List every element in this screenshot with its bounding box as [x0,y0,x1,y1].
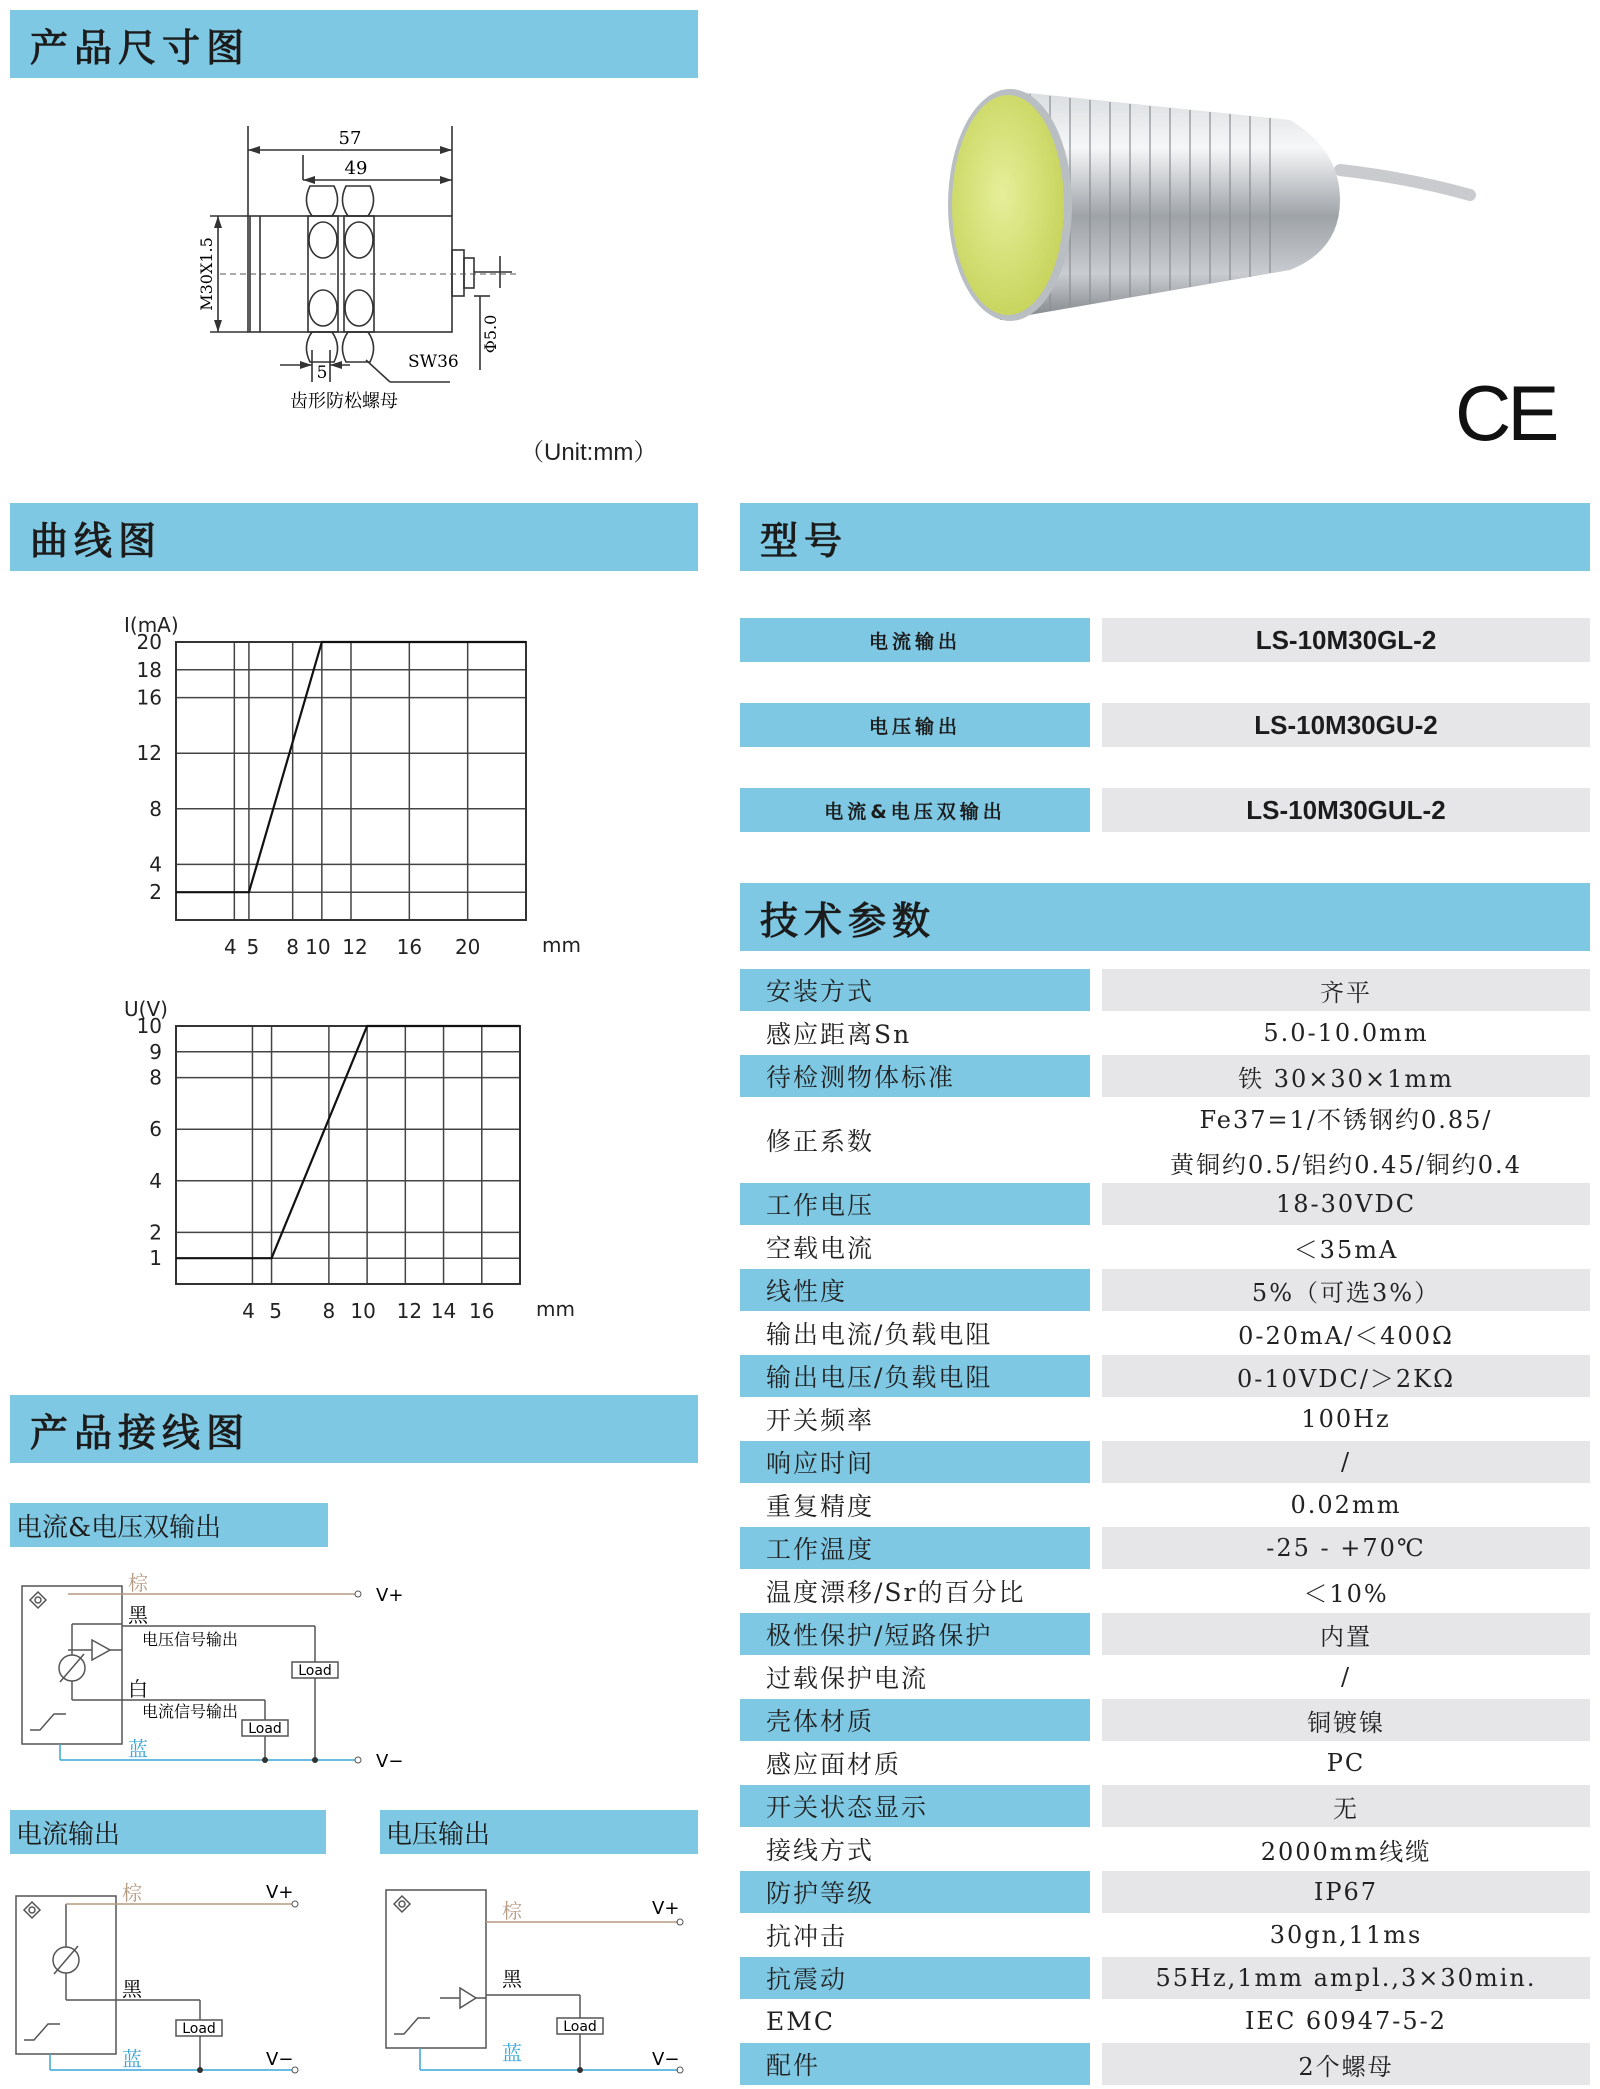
x-tick-label: 8 [286,935,300,959]
spec-value [1102,1098,1590,1182]
spec-value [1102,1269,1590,1311]
spec-value [1102,1742,1590,1784]
section-header-wiring: 产品接线图 [10,1395,698,1463]
spec-label: 开关状态显示 [740,1785,1090,1827]
unit-note: （Unit:mm） [520,439,658,466]
y-tick-label: 1 [149,1246,162,1271]
y-tick-label: 18 [136,657,162,682]
dim-57: 57 [338,128,362,149]
spec-label: 安装方式 [740,969,1090,1011]
spec-value-line: PC [1326,1749,1366,1777]
y-tick-label: 6 [149,1117,162,1142]
spec-label: 输出电流/负载电阻 [766,1320,993,1349]
spec-value [1102,1012,1590,1054]
spec-value [1102,1183,1590,1225]
spec-row [740,2000,1590,2042]
spec-value-line: -25 - +70℃ [1266,1534,1426,1562]
spec-label: 空载电流 [766,1234,875,1263]
spec-value-line: 18-30VDC [1275,1190,1417,1218]
y-axis-label: I(mA) [124,613,179,637]
spec-value-line: 0.02mm [1290,1491,1402,1519]
vminus-label: V− [652,2049,680,2070]
spec-label: 修正系数 [766,1127,875,1156]
spec-value [1102,2000,1590,2042]
model-row [740,703,1590,747]
wire-black-label: 黑 [502,1967,522,1991]
x-tick-label: 12 [342,935,368,959]
spec-label: 开关频率 [766,1406,875,1435]
spec-row [740,1226,1590,1268]
spec-label: 响应时间 [740,1441,1090,1483]
section-header-tech: 技术参数 [740,883,1590,951]
spec-label: 感应面材质 [766,1750,902,1779]
spec-value-line: IP67 [1313,1878,1379,1906]
x-axis-label: mm [536,1297,575,1321]
wire-brown-label: 棕 [502,1899,522,1923]
spec-row [740,1742,1590,1784]
x-tick-label: 16 [469,1299,495,1323]
wire-brown-label: 棕 [128,1571,148,1595]
model-value: LS-10M30GL-2 [1102,618,1590,662]
spec-row [740,1957,1590,1999]
load-label: Load [182,2021,216,2037]
vplus-label: V+ [266,1882,294,1903]
spec-value-line: 2000mm线缆 [1260,1837,1432,1866]
wire-brown-label: 棕 [122,1881,142,1905]
spec-value-line: ＜10% [1303,1579,1389,1608]
spec-value [1102,1055,1590,1097]
spec-label: 壳体材质 [740,1699,1090,1741]
x-tick-label: 4 [223,935,237,959]
current-signal-label: 电流信号输出 [142,1702,239,1721]
dim-49: 49 [344,158,368,179]
model-row [740,788,1590,832]
spec-value [1102,1914,1590,1956]
spec-value-line: IEC 60947-5-2 [1244,2007,1448,2035]
spec-value [1102,2043,1590,2085]
section-header-model: 型号 [740,503,1590,571]
spec-label: 接线方式 [766,1836,875,1865]
spec-value-line: ＜35mA [1293,1235,1399,1264]
spec-row [740,1312,1590,1354]
x-tick-label: 10 [350,1299,376,1323]
model-label: 电压输出 [740,703,1090,747]
spec-row [740,1441,1590,1483]
spec-value [1102,1312,1590,1354]
spec-label: 配件 [740,2043,1090,2085]
spec-value-line: / [1340,1663,1352,1691]
spec-label: 极性保护/短路保护 [740,1613,1090,1655]
spec-row [740,1098,1590,1182]
spec-value [1102,1699,1590,1741]
voltage-signal-label: 电压信号输出 [142,1630,239,1649]
spec-value [1102,1785,1590,1827]
spec-label: 线性度 [740,1269,1090,1311]
ce-mark: CE [1455,369,1556,457]
spec-value-line: 齐平 [1320,978,1372,1007]
spec-value [1102,1484,1590,1526]
spec-row [740,1613,1590,1655]
spec-row [740,1785,1590,1827]
spec-row [740,969,1590,1011]
section-header-curve: 曲线图 [10,503,698,571]
spec-row [740,1398,1590,1440]
spec-value-line: 2个螺母 [1298,2052,1394,2081]
chart-voltage [100,990,575,1330]
y-tick-label: 8 [149,796,162,821]
spec-label: 重复精度 [766,1492,875,1521]
spec-row [740,1828,1590,1870]
spec-value-line: 5.0-10.0mm [1263,1019,1429,1047]
spec-value-line: 无 [1333,1794,1359,1823]
y-tick-label: 2 [149,1220,162,1245]
spec-value-line: 55Hz,1mm ampl.,3×30min. [1155,1964,1537,1992]
spec-row [740,1183,1590,1225]
wire-blue-label: 蓝 [502,2041,522,2065]
nut-caption: 齿形防松螺母 [290,391,398,412]
spec-label: 待检测物体标准 [740,1055,1090,1097]
spec-row [740,1269,1590,1311]
spec-label: 防护等级 [740,1871,1090,1913]
x-tick-label: 4 [242,1299,255,1323]
y-tick-label: 8 [149,1065,162,1090]
spec-value-line: 5%（可选3%） [1251,1278,1441,1307]
model-value: LS-10M30GU-2 [1102,703,1590,747]
spec-label: 输出电压/负载电阻 [740,1355,1090,1397]
load-label: Load [298,1663,332,1679]
spec-value-line: / [1340,1448,1352,1476]
spec-label: 感应距离Sn [766,1020,912,1049]
spec-value-line: 0-10VDC/＞2KΩ [1236,1364,1456,1393]
wiring-voltage-diagram [380,1870,690,2085]
spec-value [1102,1871,1590,1913]
vplus-label: V+ [652,1898,680,1919]
spec-value-line: Fe37=1/不锈钢约0.85/ [1199,1106,1493,1134]
spec-value-line: 铜镀镍 [1307,1708,1385,1737]
wire-black-label: 黑 [128,1603,148,1627]
x-tick-label: 5 [246,935,260,959]
x-tick-label: 5 [269,1299,282,1323]
spec-row [740,1871,1590,1913]
vplus-label: V+ [376,1585,404,1606]
spec-label: 温度漂移/Sr的百分比 [766,1578,1026,1607]
spec-value-line: 铁 30×30×1mm [1238,1064,1454,1093]
y-tick-label: 20 [136,630,162,654]
wire-white-label: 白 [128,1677,148,1701]
spec-value [1102,1355,1590,1397]
spec-label: 工作温度 [740,1527,1090,1569]
dimension-drawing [190,120,550,420]
wiring-current-diagram [10,1870,310,2085]
y-axis-label: U(V) [124,997,168,1021]
load-label: Load [563,2019,597,2035]
spec-label: 抗冲击 [766,1922,848,1951]
wire-blue-label: 蓝 [128,1737,148,1761]
model-row [740,618,1590,662]
model-label: 电流输出 [740,618,1090,662]
spec-label: 抗震动 [740,1957,1090,1999]
spec-value-line: 内置 [1320,1622,1372,1651]
spec-label: 工作电压 [740,1183,1090,1225]
spec-value [1102,1570,1590,1612]
vminus-label: V− [266,2049,294,2070]
spec-value [1102,1441,1590,1483]
chart-current [100,610,581,970]
wiring-current-title: 电流输出 [10,1810,326,1854]
spec-row [740,1355,1590,1397]
dim-sw: SW36 [408,352,459,372]
x-tick-label: 16 [396,935,423,959]
y-tick-label: 4 [149,852,162,877]
spec-label: EMC [766,2006,835,2036]
plot-frame [176,1026,520,1284]
dim-5: 5 [316,363,328,383]
spec-value-line: 黄铜约0.5/铝约0.45/铜约0.4 [1170,1151,1522,1179]
spec-value-line: 0-20mA/＜400Ω [1238,1321,1454,1350]
spec-value [1102,1957,1590,1999]
product-photo [910,60,1490,350]
spec-value-line: 100Hz [1301,1405,1391,1433]
model-value: LS-10M30GUL-2 [1102,788,1590,832]
load-label: Load [248,1721,282,1737]
spec-value [1102,1613,1590,1655]
y-tick-label: 2 [149,880,162,905]
wire-blue-label: 蓝 [122,2047,142,2071]
spec-value [1102,1398,1590,1440]
spec-row [740,1914,1590,1956]
spec-value [1102,969,1590,1011]
spec-row [740,1484,1590,1526]
section-header-dimension: 产品尺寸图 [10,10,698,78]
y-tick-label: 12 [136,741,162,766]
spec-value [1102,1226,1590,1268]
spec-row [740,1570,1590,1612]
dim-cable: Φ5.0 [481,314,500,354]
spec-row [740,1012,1590,1054]
spec-row [740,2043,1590,2085]
spec-value [1102,1656,1590,1698]
y-tick-label: 16 [136,685,162,710]
y-tick-label: 10 [136,1014,162,1038]
spec-value [1102,1828,1590,1870]
spec-row [740,1699,1590,1741]
y-tick-label: 9 [149,1039,162,1064]
spec-label: 过载保护电流 [766,1664,929,1693]
wiring-dual-diagram [10,1560,450,1790]
x-tick-label: 14 [430,1299,457,1323]
spec-row [740,1656,1590,1698]
y-tick-label: 4 [149,1168,162,1193]
x-tick-label: 10 [305,935,331,959]
spec-value [1102,1527,1590,1569]
x-axis-label: mm [542,933,581,957]
x-tick-label: 20 [454,935,481,959]
spec-row [740,1055,1590,1097]
spec-row [740,1527,1590,1569]
model-label: 电流&电压双输出 [740,788,1090,832]
x-tick-label: 8 [322,1299,336,1323]
wiring-dual-title: 电流&电压双输出 [10,1503,328,1547]
wire-black-label: 黑 [122,1977,142,2001]
vminus-label: V− [376,1751,404,1772]
series-line [176,1026,520,1258]
x-tick-label: 12 [396,1299,423,1323]
wiring-voltage-title: 电压输出 [380,1810,698,1854]
dim-thread: M30X1.5 [197,237,216,311]
spec-value-line: 30gn,11ms [1269,1921,1423,1949]
